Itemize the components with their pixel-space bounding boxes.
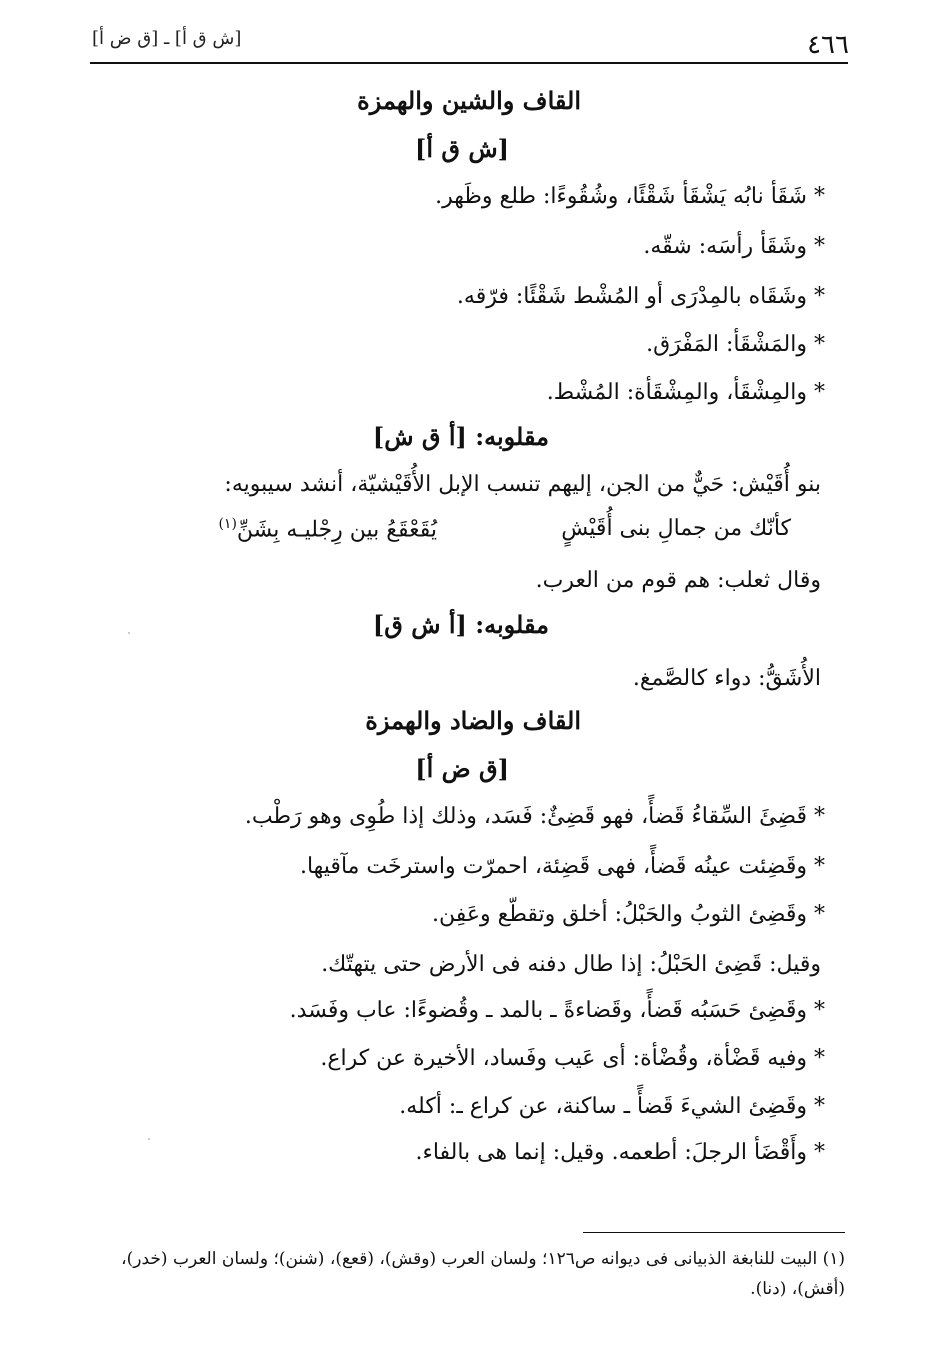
entry-line: * وشَقَأ رأسَه: شقّه. [643,234,825,259]
entry-line: * والمَشْقَأ: المَفْرَق. [646,332,825,357]
footnote: (١) البيت للنابغة الذبيانى فى ديوانه ص١٢٦؛ ولسان العرب (وقش)، (قعع)، (شنن)؛ ولسان العرب (خدر)، (أقش)، (دنا). [121,1249,845,1299]
section-title-qaf-shin-hamza: القاف والشين والهمزة [357,86,581,115]
footnote-rule [583,1232,845,1233]
entry-line: * وقَضِئ حَسَبُه قَضأً، وقَضاءةً ـ بالمد ـ وقُضوءًا: عاب وفَسَد. [289,998,825,1023]
entry-line: * قَضِئَ السِّقاءُ قَضأً، فهو قَضِئٌ: فَسَد، وذلك إذا طُوِى وهو رَطْب. [244,804,825,829]
root-heading-sh-q-a: [ش ق أ] [414,134,509,163]
entry-line: * وأَقْضَأ الرجلَ: أطعمه. وقيل: إنما هى بالفاء. [415,1140,825,1165]
aqish-entry: بنو أُقَيْش: حَيٌّ من الجن، إليهم تنسب الإبل الأُقَيْشيّة، أنشد سيبويه: [224,472,821,497]
entry-line: وقيل: قَضِئ الحَبْلُ: إذا طال دفنه فى الأرض حتى يتهتّك. [321,952,821,977]
entry-line: * والمِشْقَأ، والمِشْقَأة: المُشْط. [546,380,825,405]
ashaq-entry: الأُشَقُّ: دواء كالصَّمغ. [632,666,821,691]
page-number: ٤٦٦ [807,30,849,60]
section-title-qaf-dad-hamza: القاف والضاد والهمزة [365,706,581,735]
verse-second-hemistich [218,516,437,542]
running-head: [ش ق أ] ـ [ق ض أ] [92,28,242,49]
entry-line: * وقَضِئ الشيءَ قَضأً ـ ساكنة، عن كراع ـ: أكله. [399,1094,825,1119]
scan-speck [128,632,130,634]
entry-line: * وشَقَاه بالمِدْرَى أو المُشْط شَقْئًا: فرّقه. [456,284,825,309]
verse-second-text: يُقَعْقَعُ بين رِجْليـه بِشَنِّ [236,517,437,543]
footnote-marker: (١) [218,516,237,532]
maqlub-heading-a-sh-q: مقلوبه: [أ ش ق] [372,610,549,639]
header-rule [90,62,848,64]
entry-line: * وفيه قَضْأة، وقُضْأة: أى عَيب وفَساد، الأخيرة عن كراع. [320,1046,825,1071]
maqlub-heading-a-q-sh: مقلوبه: [أ ق ش] [372,422,549,451]
thalab-entry: وقال ثعلب: هم قوم من العرب. [535,568,821,593]
scan-speck [148,1138,150,1140]
verse-first-hemistich: كأنّك من جمالِ بنى أُقَيْشٍ [561,516,791,541]
root-heading-q-d-a: [ق ض أ] [415,754,509,783]
entry-line: * وقَضِئ الثوبُ والحَبْلُ: أخلق وتقطّع وعَفِن. [432,902,825,927]
entry-line: * وقَضِئت عينُه قَضأً، فهى قَضِئة، احمرّت واسترخَت مآقيها. [299,854,825,879]
entry-line: * شَقَأ نابُه يَشْقَأ شَقْئًا، وشُقُوءًا: طلع وظَهر. [435,184,825,209]
